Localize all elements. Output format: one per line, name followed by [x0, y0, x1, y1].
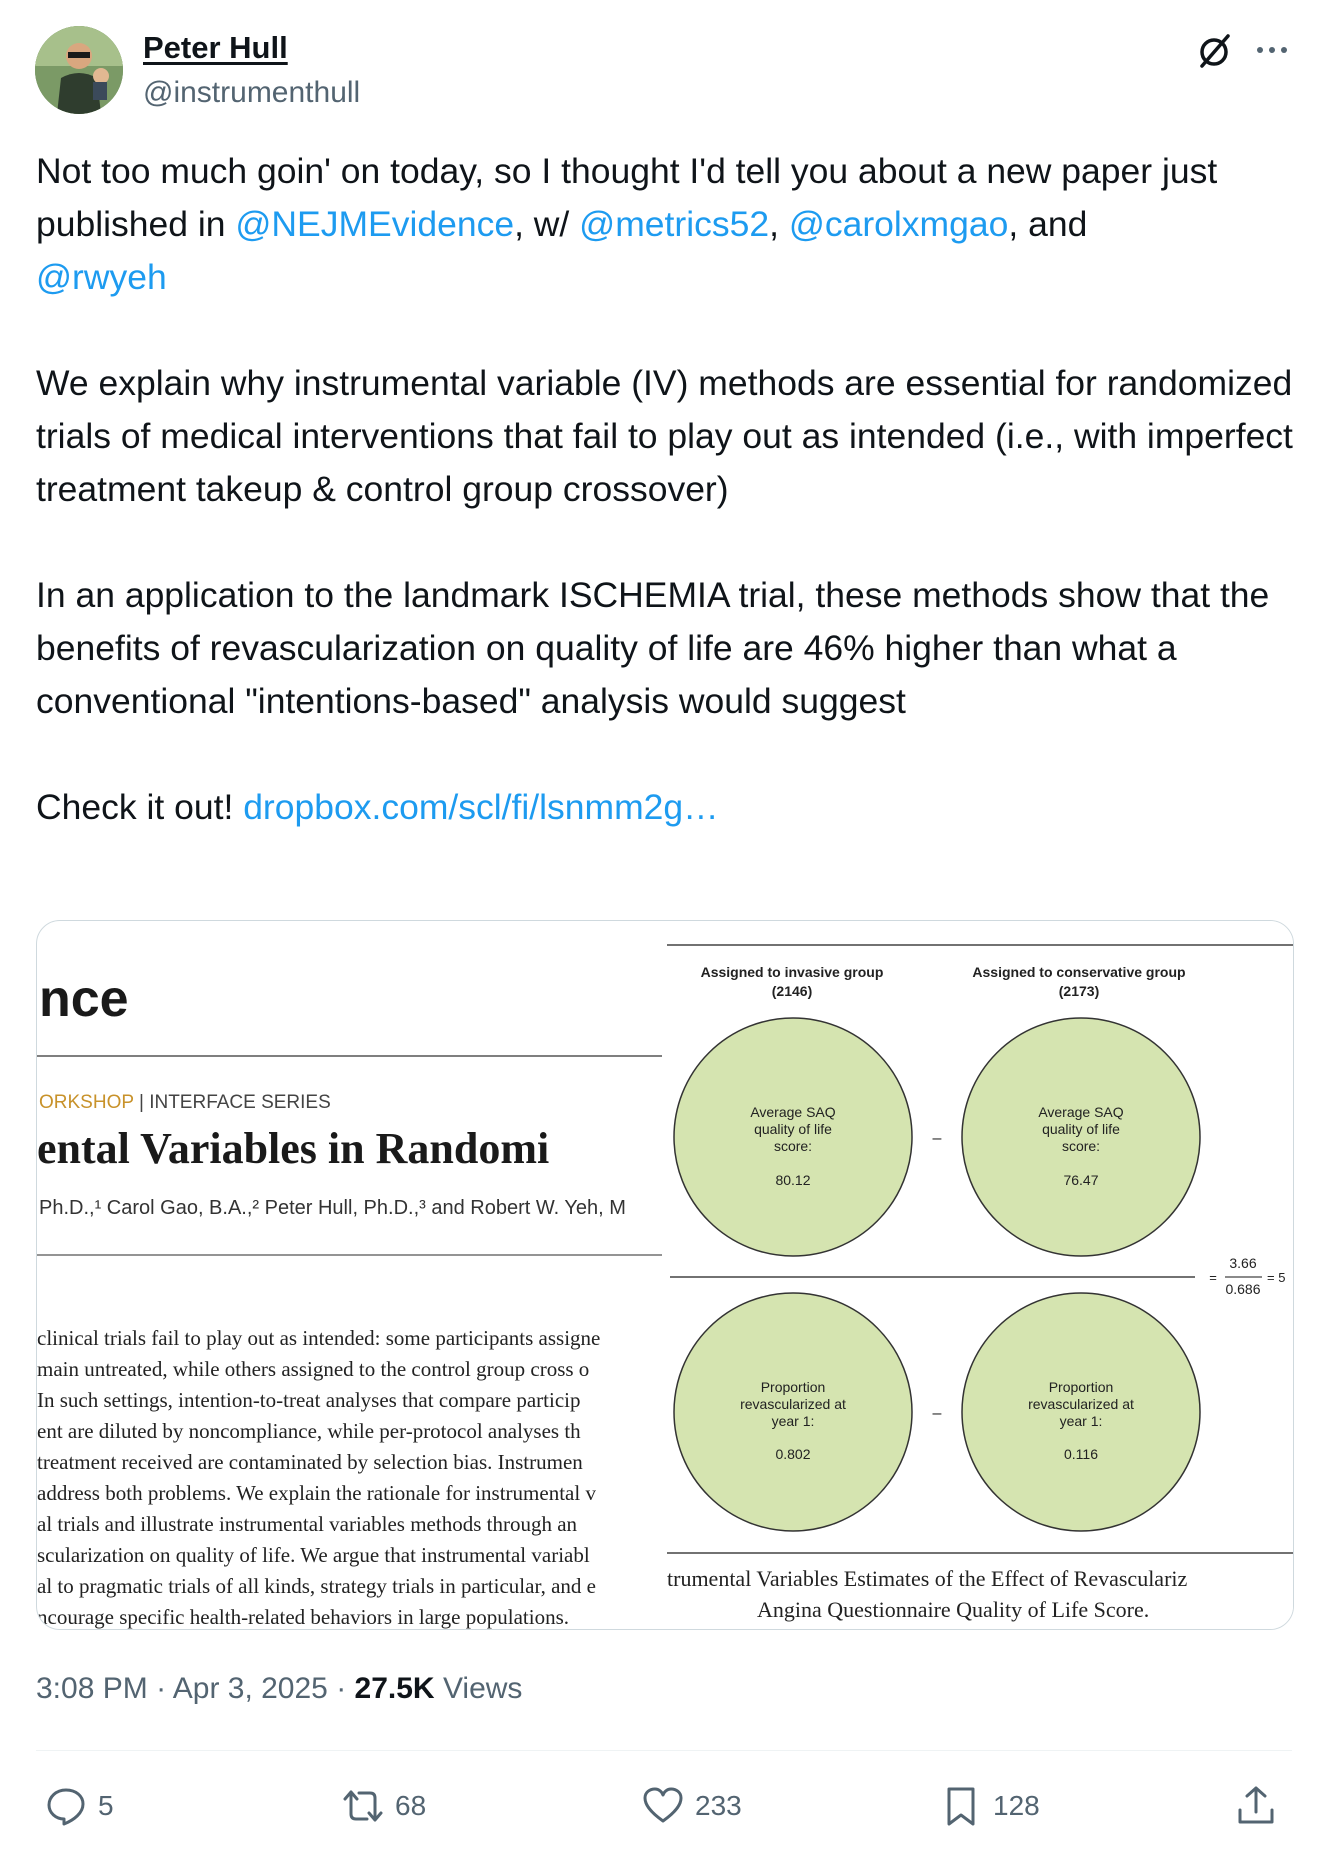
- text-segment: , and: [1008, 204, 1088, 244]
- mention-rwyeh[interactable]: @rwyeh: [36, 257, 167, 297]
- tweet-time[interactable]: 3:08 PM: [36, 1672, 148, 1705]
- prop-conservative-circle: [962, 1293, 1200, 1531]
- prop-invasive-value: 0.802: [775, 1446, 811, 1462]
- repost-count: 68: [395, 1790, 427, 1821]
- text-segment: Check it out!: [36, 787, 244, 827]
- tweet-paragraph-4: [36, 781, 1296, 834]
- figure-caption-line2: Angina Questionnaire Quality of Life Score.: [757, 1597, 1150, 1622]
- saq-label: score:: [1061, 1138, 1101, 1154]
- tweet-paragraph-3: In an application to the landmark ISCHEMIA trial, these methods show that the benefits of revascularization on quality of life are 46% higher than what a conventional "intentions-based" analysis would suggest: [36, 575, 1270, 721]
- prop-label: revascularized at: [740, 1396, 846, 1412]
- bookmark-count: 128: [993, 1790, 1040, 1821]
- saq-invasive-circle: [674, 1018, 912, 1256]
- equals-right: = 5: [1267, 1270, 1286, 1285]
- prop-invasive-circle: [674, 1293, 912, 1531]
- saq-label: quality of life: [1042, 1121, 1120, 1137]
- text-segment: Not too much goin' on today, so I thought I'd tell you about a new paper just published in: [36, 151, 1218, 244]
- abstract-line: ncourage specific health-related behaviors in large populations.: [37, 1605, 569, 1629]
- figure-caption-line1: trumental Variables Estimates of the Effect of Revasculariz: [667, 1566, 1188, 1591]
- prop-conservative-value: 0.116: [1064, 1446, 1098, 1462]
- abstract-text: [37, 1326, 600, 1629]
- section-label-colored: ORKSHOP: [39, 1092, 134, 1113]
- abstract-line: address both problems. We explain the rationale for instrumental v: [37, 1481, 596, 1505]
- section-label: ORKSHOP | INTERFACE SERIES: [39, 1092, 331, 1113]
- grok-icon[interactable]: [1192, 28, 1236, 72]
- share-icon: [1234, 1784, 1278, 1828]
- mention-metrics52[interactable]: @metrics52: [579, 204, 770, 244]
- tweet-paragraph-2: We explain why instrumental variable (IV) methods are essential for randomized trials of medical interventions that fail to play out as intended (i.e., with imperfect treatment takeup & control group crossover): [36, 363, 1293, 509]
- section-label-rest: INTERFACE SERIES: [149, 1092, 331, 1113]
- tweet-text: [36, 145, 1296, 834]
- prop-label: year 1:: [771, 1413, 815, 1429]
- views-count: 27.5K: [354, 1672, 435, 1705]
- abstract-line: al to pragmatic trials of all kinds, strategy trials in particular, and e: [37, 1574, 596, 1598]
- abstract-line: al trials and illustrate instrumental variables methods through an: [37, 1512, 578, 1536]
- equals-left: =: [1209, 1270, 1217, 1285]
- group2-n: (2173): [1058, 983, 1100, 999]
- saq-invasive-value: 80.12: [775, 1172, 811, 1188]
- tweet-paragraph-1: [36, 145, 1296, 304]
- reply-icon: [44, 1784, 88, 1828]
- paper-screenshot: [37, 921, 1293, 1629]
- author-handle[interactable]: @instrumenthull: [143, 76, 361, 109]
- dropbox-link[interactable]: dropbox.com/scl/fi/lsnmm2g…: [243, 787, 719, 827]
- mention-carolxmgao[interactable]: @carolxmgao: [788, 204, 1009, 244]
- separator: ·: [327, 1672, 355, 1705]
- like-count: 233: [695, 1790, 742, 1821]
- reply-button[interactable]: [44, 1784, 114, 1828]
- prop-label: Proportion: [1048, 1379, 1114, 1395]
- tweet-meta: [36, 1672, 522, 1706]
- bookmark-icon: [939, 1784, 983, 1828]
- group2-title: Assigned to conservative group: [972, 964, 1186, 980]
- reply-count: 5: [98, 1790, 114, 1821]
- denominator-value: 0.686: [1225, 1281, 1261, 1297]
- journal-name-fragment: nce: [39, 970, 129, 1028]
- author-name[interactable]: Peter Hull: [143, 30, 288, 65]
- numerator-value: 3.66: [1229, 1255, 1257, 1271]
- group1-n: (2146): [771, 983, 813, 999]
- group1-title: Assigned to invasive group: [700, 964, 884, 980]
- media-image[interactable]: [36, 920, 1294, 1630]
- saq-label: Average SAQ: [750, 1104, 836, 1120]
- divider: [36, 1750, 1292, 1751]
- minus-sign: –: [932, 1130, 942, 1147]
- repost-button[interactable]: [341, 1784, 426, 1828]
- repost-icon: [341, 1784, 385, 1828]
- prop-label: revascularized at: [1028, 1396, 1134, 1412]
- avatar[interactable]: [35, 26, 123, 114]
- like-button[interactable]: [641, 1784, 742, 1828]
- separator: ·: [147, 1672, 173, 1705]
- abstract-line: treatment received are contaminated by selection bias. Instrumen: [37, 1450, 583, 1474]
- mention-nejmevidence[interactable]: @NEJMEvidence: [235, 204, 515, 244]
- abstract-line: main untreated, while others assigned to the control group cross o: [37, 1357, 590, 1381]
- bookmark-button[interactable]: [939, 1784, 1040, 1828]
- saq-conservative-value: 76.47: [1063, 1172, 1099, 1188]
- minus-sign: –: [932, 1405, 942, 1422]
- prop-label: year 1:: [1059, 1413, 1103, 1429]
- share-button[interactable]: [1234, 1784, 1278, 1828]
- abstract-line: ent are diluted by noncompliance, while per-protocol analyses th: [37, 1419, 581, 1443]
- more-options-icon[interactable]: [1250, 28, 1294, 72]
- abstract-line: clinical trials fail to play out as intended: some participants assigne: [37, 1326, 601, 1350]
- abstract-line: In such settings, intention-to-treat analyses that compare particip: [37, 1388, 581, 1412]
- text-segment: , w/: [514, 204, 580, 244]
- saq-label: score:: [773, 1138, 813, 1154]
- prop-label: Proportion: [760, 1379, 826, 1395]
- paper-authors-fragment: Ph.D.,¹ Carol Gao, B.A.,² Peter Hull, Ph.D.,³ and Robert W. Yeh, M: [39, 1197, 626, 1219]
- heart-icon: [641, 1784, 685, 1828]
- action-bar: [36, 1772, 1292, 1842]
- saq-label: Average SAQ: [1038, 1104, 1124, 1120]
- avatar-image: [35, 26, 123, 114]
- saq-label: quality of life: [754, 1121, 832, 1137]
- views-label: Views: [434, 1672, 523, 1705]
- saq-conservative-circle: [962, 1018, 1200, 1256]
- tweet-date[interactable]: Apr 3, 2025: [172, 1672, 328, 1705]
- paper-title-fragment: ental Variables in Randomi: [37, 1124, 550, 1173]
- abstract-line: scularization on quality of life. We argue that instrumental variabl: [37, 1543, 590, 1567]
- text-segment: ,: [769, 204, 789, 244]
